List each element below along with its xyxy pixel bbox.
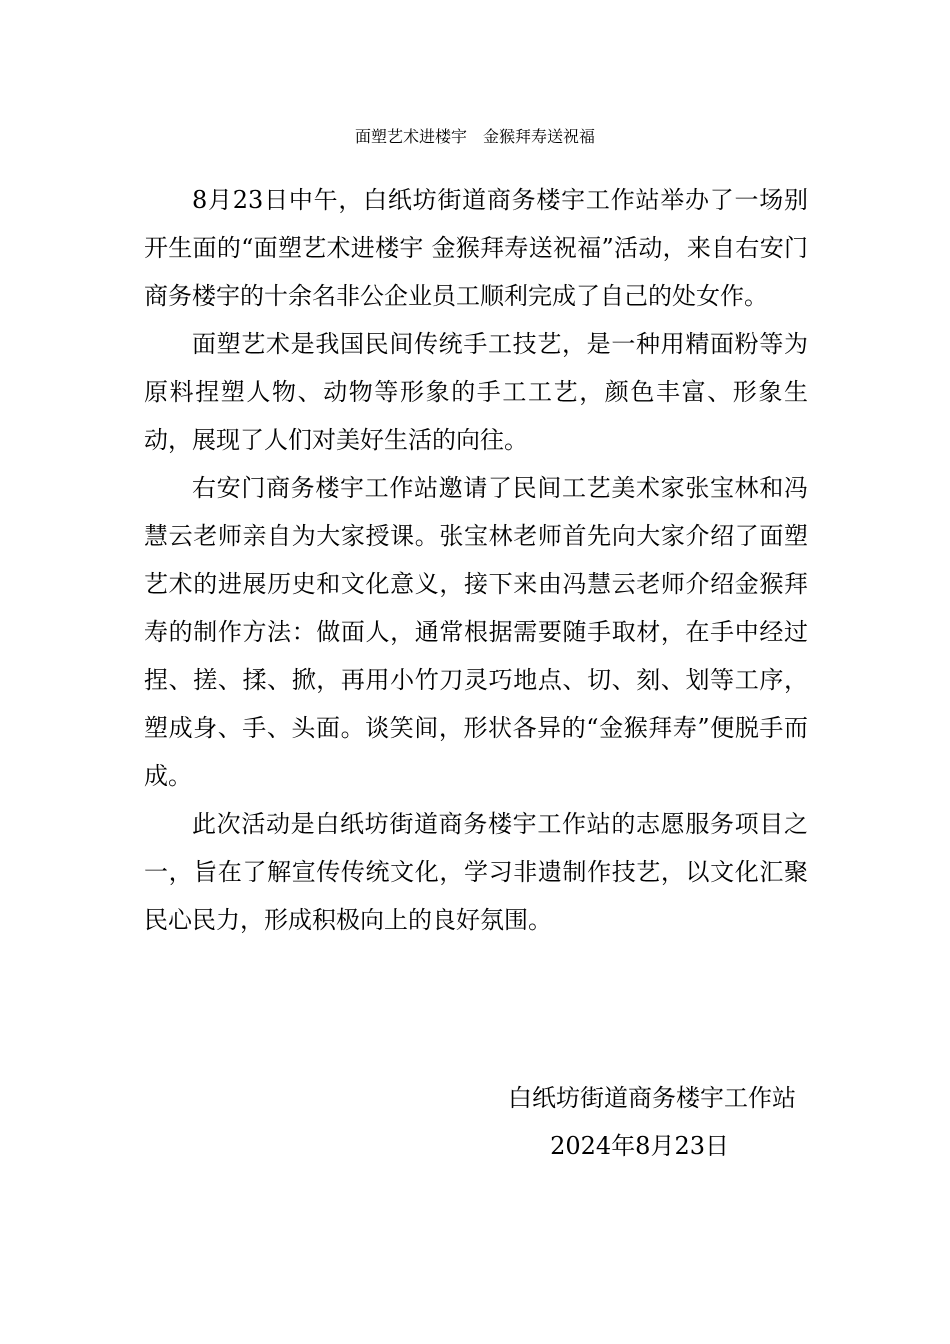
paragraph-teachers-demonstration: 右安门商务楼宇工作站邀请了民间工艺美术家张宝林和冯慧云老师亲自为大家授课。张宝林老师首先向大家介绍了面塑艺术的进展历史和文化意义，接下来由冯慧云老师介绍金猴拜寿的制作方法：做面人，通常根据需要随手取材，在手中经过捏、搓、揉、掀，再用小竹刀灵巧地点、切、刻、划等工序，塑成身、手、头面。谈笑间，形状各异的“金猴拜寿”便脱手而成。 [144, 474, 808, 790]
paragraph-activity-purpose: 此次活动是白纸坊街道商务楼宇工作站的志愿服务项目之一，旨在了解宣传传统文化，学习非遗制作技艺，以文化汇聚民心民力，形成积极向上的良好氛围。 [144, 810, 808, 934]
signature-organization: 白纸坊街道商务楼宇工作站 [508, 1084, 796, 1112]
paragraph-activity-intro: 8月23日中午，白纸坊街道商务楼宇工作站举办了一场别开生面的“面塑艺术进楼宇 金猴拜寿送祝福”活动，来自右安门商务楼宇的十余名非公企业员工顺利完成了自己的处女作。 [144, 186, 808, 310]
article-body [144, 176, 808, 944]
page-title: 面塑艺术进楼宇 金猴拜寿送祝福 [354, 127, 595, 146]
paragraph-dough-art-description: 面塑艺术是我国民间传统手工技艺，是一种用精面粉等为原料捏塑人物、动物等形象的手工工艺，颜色丰富、形象生动，展现了人们对美好生活的向往。 [144, 330, 808, 454]
signature-date: 2024年8月23日 [550, 1132, 729, 1160]
